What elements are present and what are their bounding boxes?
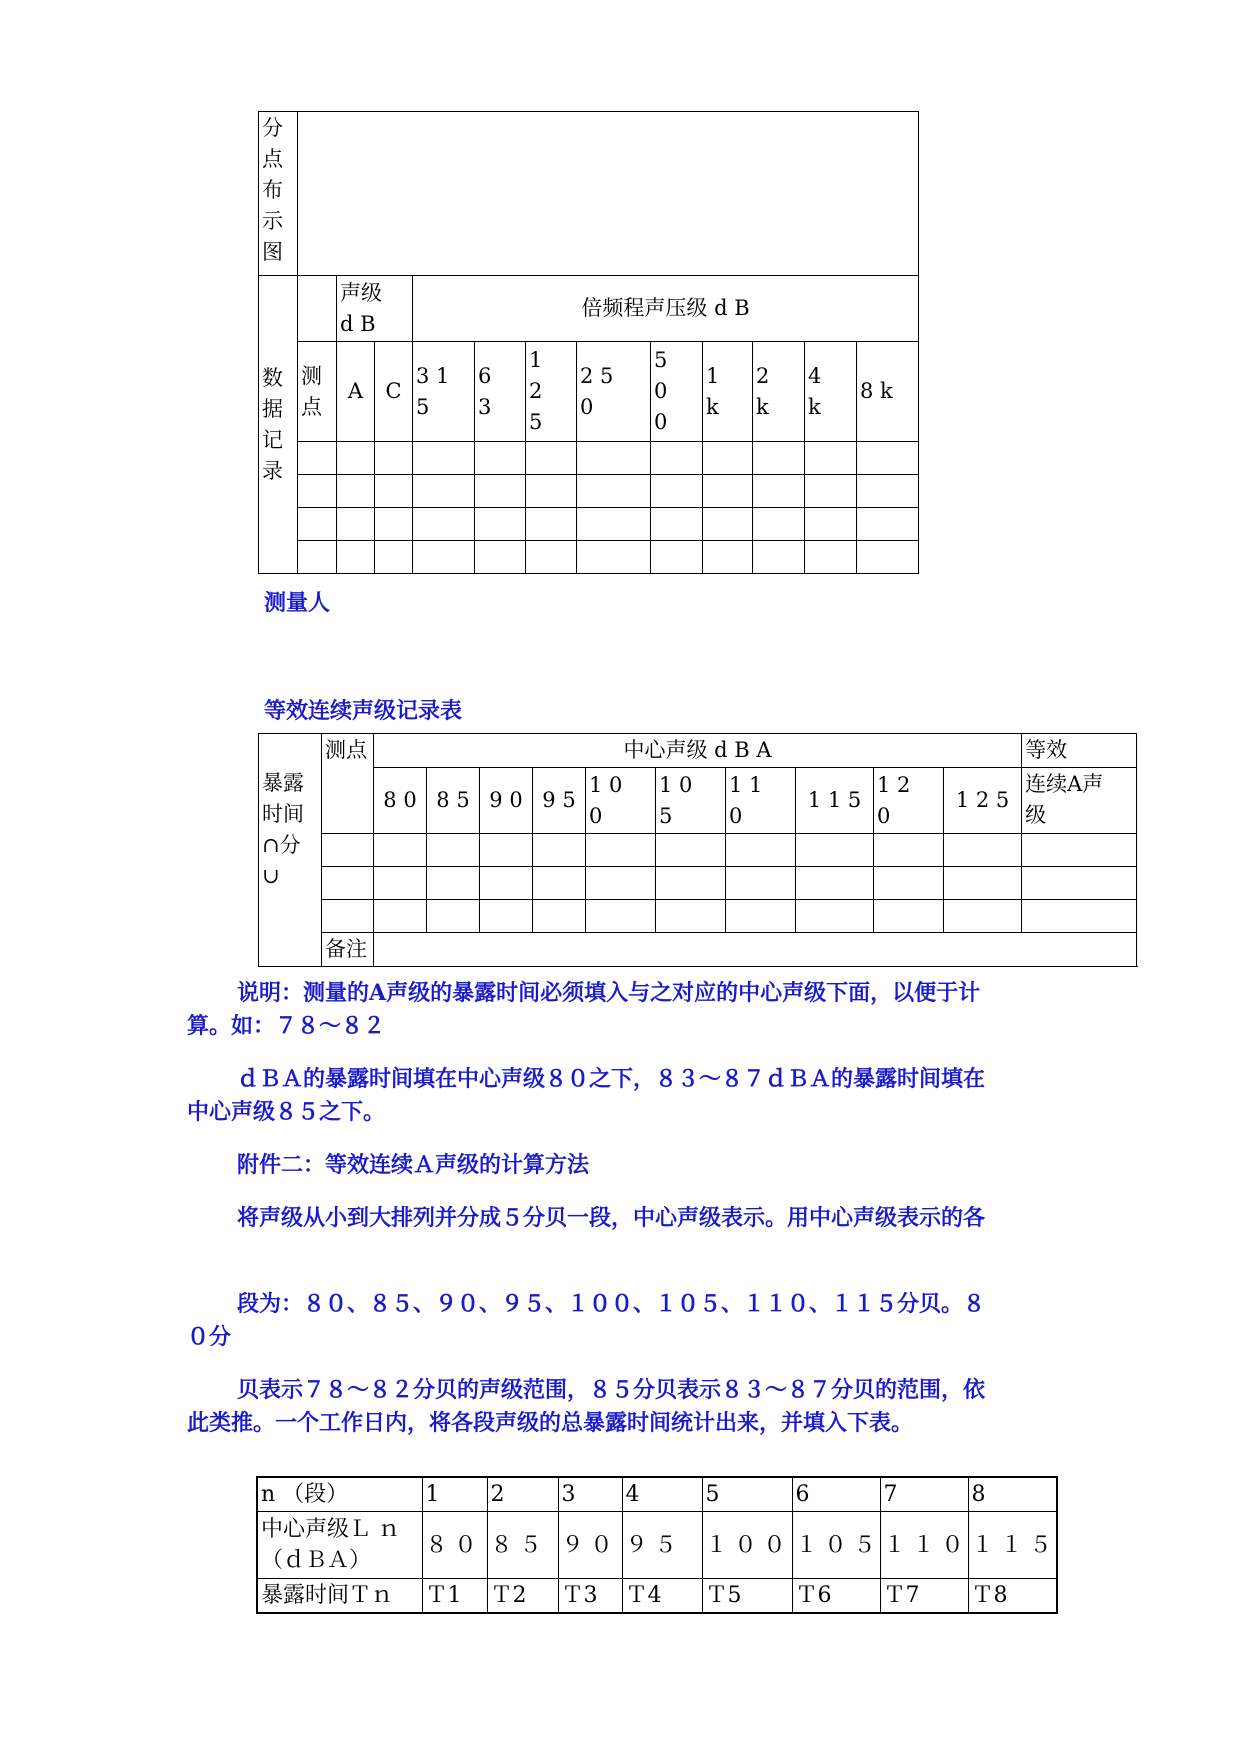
level-header: 1 0 5 [656, 768, 726, 834]
exposure-time-cell: Ｔ2 [487, 1579, 558, 1614]
center-level-cell: １ ０ ５ [792, 1512, 880, 1579]
freq-header: 6 3 [475, 342, 526, 442]
segment-cell: 8 [968, 1477, 1057, 1512]
equivalent-header-rest: 连续A声 级 [1022, 768, 1137, 834]
method-paragraph-2: 段为：８０、８５、９０、９５、１００、１０５、１１０、１１５分贝。８０分 [187, 1291, 986, 1350]
segment-label: n （段） [257, 1477, 422, 1512]
level-header: 9 5 [533, 768, 586, 834]
center-level-header: 中心声级 d B A [374, 734, 1022, 768]
distribution-diagram-area [298, 112, 919, 276]
freq-header: 3 1 5 [413, 342, 475, 442]
table-row [259, 867, 1137, 900]
segment-cell: 7 [880, 1477, 968, 1512]
center-level-cell: ９ ５ [622, 1512, 702, 1579]
segment-cell: 3 [558, 1477, 622, 1512]
segment-table [256, 1476, 1058, 1614]
explanation-paragraph-2: ｄＢＡ的暴露时间填在中心声级８０之下，８３～８７ｄＢＡ的暴露时间填在中心声级８５之下。 [187, 1066, 986, 1125]
freq-header: 2 5 0 [577, 342, 651, 442]
exposure-time-row [257, 1579, 1057, 1614]
equivalent-level-table [258, 733, 1137, 967]
exposure-time-label: 暴露时间Ｔｎ [257, 1579, 422, 1614]
method-paragraph-1: 将声级从小到大排列并分成５分贝一段，中心声级表示。用中心声级表示的各 [237, 1205, 986, 1231]
freq-header: 4 k [805, 342, 857, 442]
exposure-time-label: 暴露 时间 ∩分 ∪ [259, 734, 322, 967]
measurer-label: 测量人 [264, 590, 331, 616]
explanation-paragraph-1: 说明：测量的A声级的暴露时间必须填入与之对应的中心声级下面，以便于计算。如：７８～８２ [187, 980, 981, 1039]
center-level-cell: １ ０ ０ [702, 1512, 792, 1579]
header-empty-cell [298, 276, 337, 342]
center-level-cell: ８ ５ [487, 1512, 558, 1579]
level-header: 1 2 5 [944, 768, 1022, 834]
measurement-record-table [258, 111, 919, 574]
segment-cell: 2 [487, 1477, 558, 1512]
distribution-diagram-label: 分 点 布 示 图 [259, 112, 298, 276]
exposure-time-cell: Ｔ8 [968, 1579, 1057, 1614]
method-paragraph-3: 贝表示７８～８２分贝的声级范围，８５分贝表示８３～８７分贝的范围，依此类推。一个工作日内，将各段声级的总暴露时间统计出来，并填入下表。 [187, 1377, 986, 1436]
level-header: 1 0 0 [586, 768, 656, 834]
center-level-cell: ８ ０ [422, 1512, 487, 1579]
center-level-cell: １ １ ０ [880, 1512, 968, 1579]
segment-row [257, 1477, 1057, 1512]
exposure-time-cell: Ｔ6 [792, 1579, 880, 1614]
attachment-title: 附件二：等效连续Ａ声级的计算方法 [237, 1152, 590, 1178]
exposure-time-cell: Ｔ4 [622, 1579, 702, 1614]
equivalent-level-table-title: 等效连续声级记录表 [264, 698, 463, 724]
exposure-time-cell: Ｔ5 [702, 1579, 792, 1614]
note-field [374, 933, 1137, 967]
note-label: 备注 [322, 933, 374, 967]
segment-cell: 6 [792, 1477, 880, 1512]
measurement-point-header: 测点 [322, 734, 374, 834]
segment-cell: 1 [422, 1477, 487, 1512]
exposure-time-cell: Ｔ7 [880, 1579, 968, 1614]
table-row [259, 541, 919, 574]
data-record-label: 数 据 记 录 [259, 276, 298, 574]
c-weight-header: C [375, 342, 413, 442]
exposure-time-cell: Ｔ3 [558, 1579, 622, 1614]
level-header: 1 1 0 [726, 768, 796, 834]
level-header: 8 5 [427, 768, 480, 834]
table-row [259, 900, 1137, 933]
equivalent-header-top: 等效 [1022, 734, 1137, 768]
a-weight-header: A [337, 342, 375, 442]
freq-header: 5 0 0 [651, 342, 703, 442]
level-header: 9 0 [480, 768, 533, 834]
center-level-label: 中心声级Ｌ ｎ （ｄＢＡ） [257, 1512, 422, 1579]
level-header: 1 2 0 [874, 768, 944, 834]
sound-level-header: 声级 d B [337, 276, 413, 342]
freq-header: 1 k [703, 342, 753, 442]
segment-cell: 5 [702, 1477, 792, 1512]
table-row [259, 475, 919, 508]
octave-band-header: 倍频程声压级 d B [413, 276, 919, 342]
center-level-row [257, 1512, 1057, 1579]
exposure-time-cell: Ｔ1 [422, 1579, 487, 1614]
level-header: 1 1 5 [796, 768, 874, 834]
table-row [259, 442, 919, 475]
table-row [259, 508, 919, 541]
freq-header: 2 k [753, 342, 805, 442]
center-level-cell: １ １ ５ [968, 1512, 1057, 1579]
segment-cell: 4 [622, 1477, 702, 1512]
table-row [259, 834, 1137, 867]
freq-header: 8 k [857, 342, 919, 442]
level-header: 8 0 [374, 768, 427, 834]
measurement-point-header: 测 点 [298, 342, 337, 442]
center-level-cell: ９ ０ [558, 1512, 622, 1579]
freq-header: 1 2 5 [526, 342, 577, 442]
